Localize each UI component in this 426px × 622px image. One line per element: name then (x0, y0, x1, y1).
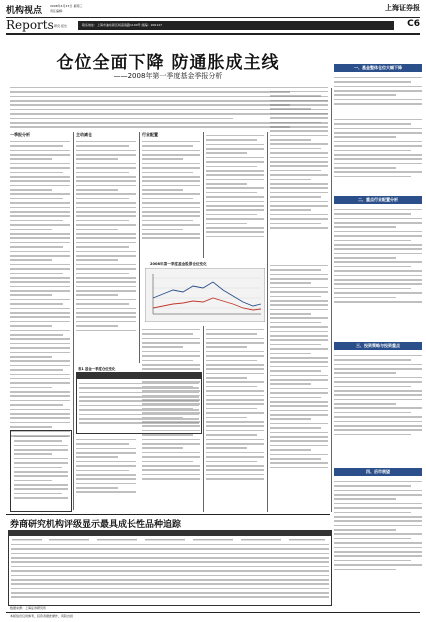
strip-rule (6, 33, 420, 35)
col-b-title: 主动减仓 (76, 132, 92, 137)
bottom-headline: 券商研究机构评级显示最具成长性品种追踪 (10, 520, 182, 530)
headline-sub: ——2008年第一季度基金季报分析 (113, 72, 223, 80)
footer-text: 本版信息仅供参考，投资者据此操作，风险自担 (10, 614, 74, 618)
bottom-rule (6, 514, 330, 515)
brand-right: 上海证券报 (385, 3, 420, 12)
body-col-5b (270, 262, 328, 512)
page-number: C6 (407, 19, 420, 29)
masthead-top (6, 3, 420, 16)
col-divider-1 (73, 132, 74, 510)
bottom-table (8, 530, 332, 606)
body-col-4b (206, 326, 264, 511)
right-col (334, 36, 422, 606)
section-sub: 研究·报告 (54, 24, 67, 28)
paper-name: 机构视点 (6, 6, 43, 16)
info-bar (78, 21, 394, 30)
section-strip (6, 19, 420, 32)
right-box2-title: 二、重点行业配置分析 (334, 196, 422, 204)
info-line: 联系地址：上海市浦东新区杨高南路1100号 邮编：200127 (82, 23, 163, 27)
body-col-3 (142, 138, 200, 258)
body-col-5 (270, 88, 328, 258)
footer-rule (6, 612, 420, 613)
col-divider-3b (203, 326, 204, 512)
body-col-4 (206, 132, 264, 258)
small-table-caption: 表1 基金一季度仓位变化 (78, 367, 116, 371)
right-box3-title: 三、投资策略与投资重点 (334, 342, 422, 350)
body-col-2 (76, 138, 136, 363)
bottom-note: 数据来源：上海证券研究所 (10, 606, 47, 610)
small-table (76, 372, 202, 434)
headline-main: 仓位全面下降 防通胀成主线 (56, 53, 280, 73)
chart-caption: 2008年第一季度基金股票仓位变化 (150, 262, 207, 266)
chart-image (145, 268, 265, 322)
masthead-rule (6, 17, 420, 18)
col-divider-4 (267, 132, 268, 512)
editor-line: 责任编辑： (50, 9, 66, 13)
col-divider-5 (331, 88, 332, 512)
right-box4-title: 四、后市展望 (334, 468, 422, 476)
section-title: Reports (6, 18, 54, 32)
body-col-2b (76, 436, 136, 511)
right-box1-title: 一、基金整体仓位大幅下降 (334, 64, 422, 72)
col-c-title: 行业配置 (142, 132, 158, 137)
col-divider-2 (139, 132, 140, 363)
date-line: 2008年4月23日 星期三 (50, 4, 83, 8)
col-a-title: 一季报分析 (10, 132, 30, 137)
callout-box (10, 430, 72, 512)
col-divider-3 (203, 132, 204, 258)
